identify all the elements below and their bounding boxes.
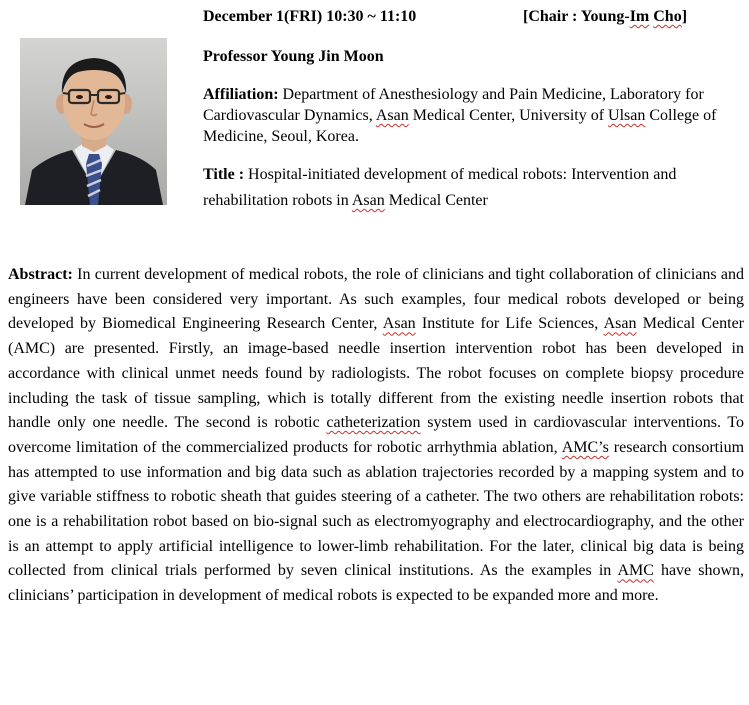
chair-prefix: [Chair : Young- — [523, 8, 630, 25]
title-asan: Asan — [351, 192, 385, 209]
session-header — [203, 8, 743, 26]
abstract-text-3: Medical Center (AMC) are presented. Firstly, an image-based needle insertion intervention robot has been developed in accordance with clinical unmet needs found by radiologists. The robot focuses on complete biopsy procedure including the task of tissue sampling, which is totally different from the existing needle insertion robots that handle only one needle. The second is robotic — [8, 315, 745, 432]
session-chair — [523, 8, 687, 26]
abstract-text-1: In current development of medical robots, the role of clinicians and tight collaboration of clinicians and engineers have been considered very important. As such examples, four medical robots developed or being developed by Biomedical Engineering Research Center, — [8, 266, 744, 333]
speaker-portrait-icon — [20, 38, 167, 205]
abstract-amcs: AMC’s — [561, 438, 609, 456]
session-datetime: December 1(FRI) 10:30 ~ 11:10 — [203, 8, 417, 25]
abstract-text-6: have shown, clinicians’ participation in development of medical robots is expected to be expanded more and more. — [8, 562, 744, 605]
affiliation-label: Affiliation: — [203, 86, 279, 103]
abstract-text-5: research consortium has attempted to use information and big data such as ablation trajectories recorded by a mapping system and to give variable stiffness to robotic sheath that guides steering of a catheter. The two others are rehabilitation robots: one is a rehabilitation robot based on bio-signal such as electromyography and electrocardiography, and the other is an attempt to apply artificial intelligence to lower-limb rehabilitation. For the later, clinical big data is being collected from clinical trials performed by seven clinical institutions. As the examples in — [8, 438, 745, 580]
abstract-catheterization: catheterization — [326, 414, 421, 432]
affiliation-text-3: College of Medicine, Seoul, Korea. — [203, 107, 717, 145]
abstract-asan-2: Asan — [603, 315, 637, 333]
abstract-asan-1: Asan — [382, 315, 416, 333]
affiliation-text-1: Department of Anesthesiology and Pain Medicine, Laboratory for Cardiovascular Dynamics, — [203, 86, 704, 124]
chair-name-cho: Cho — [653, 8, 682, 25]
chair-name-im: Im — [629, 8, 650, 25]
title-label: Title : — [203, 166, 245, 183]
abstract-text-4: system used in cardiovascular interventions. To overcome limitation of the commercialized products for robotic arrhythmia ablation, — [8, 414, 745, 456]
chair-close: ] — [681, 8, 688, 25]
affiliation-ulsan: Ulsan — [608, 107, 646, 124]
speaker-name: Professor Young Jin Moon — [203, 48, 384, 65]
title-text-1: Hospital-initiated development of medical robots: Intervention and rehabilitation robots in — [203, 166, 677, 209]
talk-title-block — [203, 162, 743, 214]
abstract-label: Abstract: — [8, 266, 73, 283]
affiliation-block — [203, 84, 743, 147]
affiliation-text-2: Medical Center, University of — [408, 107, 609, 124]
affiliation-asan: Asan — [375, 107, 409, 124]
abstract-block — [8, 263, 744, 609]
speaker-photo — [20, 38, 167, 205]
abstract-amc: AMC — [617, 562, 654, 580]
abstract-text-2: Institute for Life Sciences, — [415, 315, 604, 333]
title-text-2: Medical Center — [384, 192, 488, 209]
